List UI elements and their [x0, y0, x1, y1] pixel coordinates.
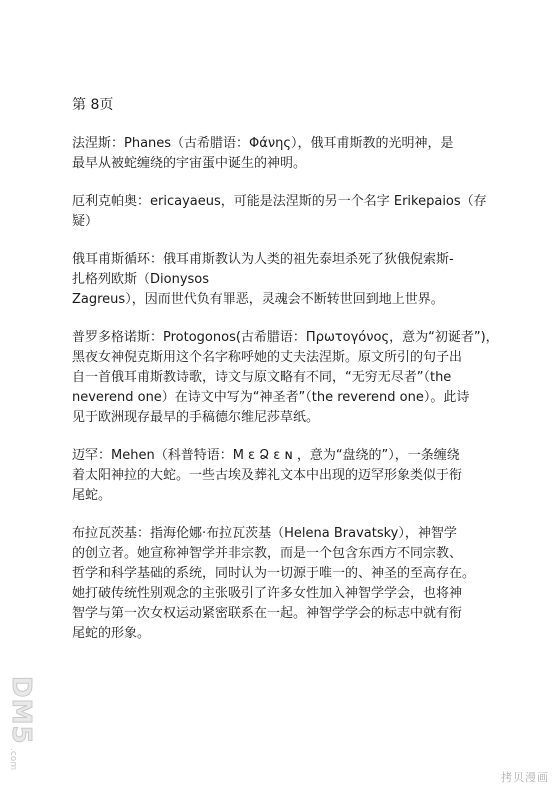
note-line: 她打破传统性别观念的主张吸引了许多女性加入神智学学会，也将神	[72, 586, 463, 601]
note-line: 的创立者。她宣称神智学并非宗教，而是一个包含东西方不同宗教、	[72, 546, 463, 561]
note-paragraph	[72, 524, 502, 644]
note-line: 自一首俄耳甫斯教诗歌，诗文与原文略有不同，“无穷无尽者”（the	[72, 370, 452, 385]
note-line: 着太阳神拉的大蛇。一些古埃及葬礼文本中出现的迈罕形象类似于衔	[72, 468, 463, 483]
note-line: neverend one）在诗文中写为“神圣者”（the reverend one）。此诗	[72, 390, 470, 405]
note-line: 普罗多格诺斯：Protogonos(古希腊语：Πρωτογόνος，意为“初诞者”)，	[72, 330, 499, 345]
site-logo-watermark	[6, 676, 40, 786]
note-paragraph	[72, 192, 502, 232]
publisher-watermark: 拷贝漫画	[501, 771, 549, 784]
note-line: 俄耳甫斯循环：俄耳甫斯教认为人类的祖先泰坦杀死了狄俄倪索斯-	[72, 252, 454, 267]
note-line: 疑）	[72, 214, 99, 229]
note-line: 最早从被蛇缠绕的宇宙蛋中诞生的神明。	[72, 156, 307, 171]
note-line: 见于欧洲现存最早的手稿德尔维尼莎草纸。	[72, 410, 320, 425]
note-line: 智学与第一次女权运动紧密联系在一起。神智学学会的标志中就有衔	[72, 606, 463, 621]
note-line: 扎格列欧斯（Dionysos	[72, 272, 210, 287]
note-paragraph	[72, 328, 502, 428]
note-line: 黑夜女神倪克斯用这个名字称呼她的丈夫法涅斯。原文所引的句子出	[72, 350, 463, 365]
site-logo-text: DM5	[6, 676, 36, 745]
site-logo-domain: .com	[8, 748, 18, 771]
note-line: 哲学和科学基础的系统，同时认为一切源于唯一的、神圣的至高存在。	[72, 566, 476, 581]
note-line: 尾蛇。	[72, 488, 112, 503]
note-paragraph	[72, 134, 502, 174]
note-line: 布拉瓦茨基：指海伦娜·布拉瓦茨基（Helena Bravatsky），神智学	[72, 526, 457, 541]
note-paragraph	[72, 250, 502, 310]
note-line: 迈罕：Mehen（科普特语：Μ ε Ձ ε ɴ ，意为“盘绕的”），一条缠绕	[72, 448, 460, 463]
note-line: 尾蛇的形象。	[72, 626, 151, 641]
note-line: 厄利克帕奥：ericayaeus，可能是法涅斯的另一个名字 Erikepaios（存	[72, 194, 487, 209]
note-paragraph	[72, 446, 502, 506]
page-number: 第 8页	[72, 97, 114, 113]
note-line: Zagreus），因而世代负有罪恶，灵魂会不断转世回到地上世界。	[72, 292, 444, 307]
notes-list	[72, 134, 502, 662]
note-line: 法涅斯：Phanes（古希腊语：Φάνης），俄耳甫斯教的光明神，是	[72, 136, 454, 151]
